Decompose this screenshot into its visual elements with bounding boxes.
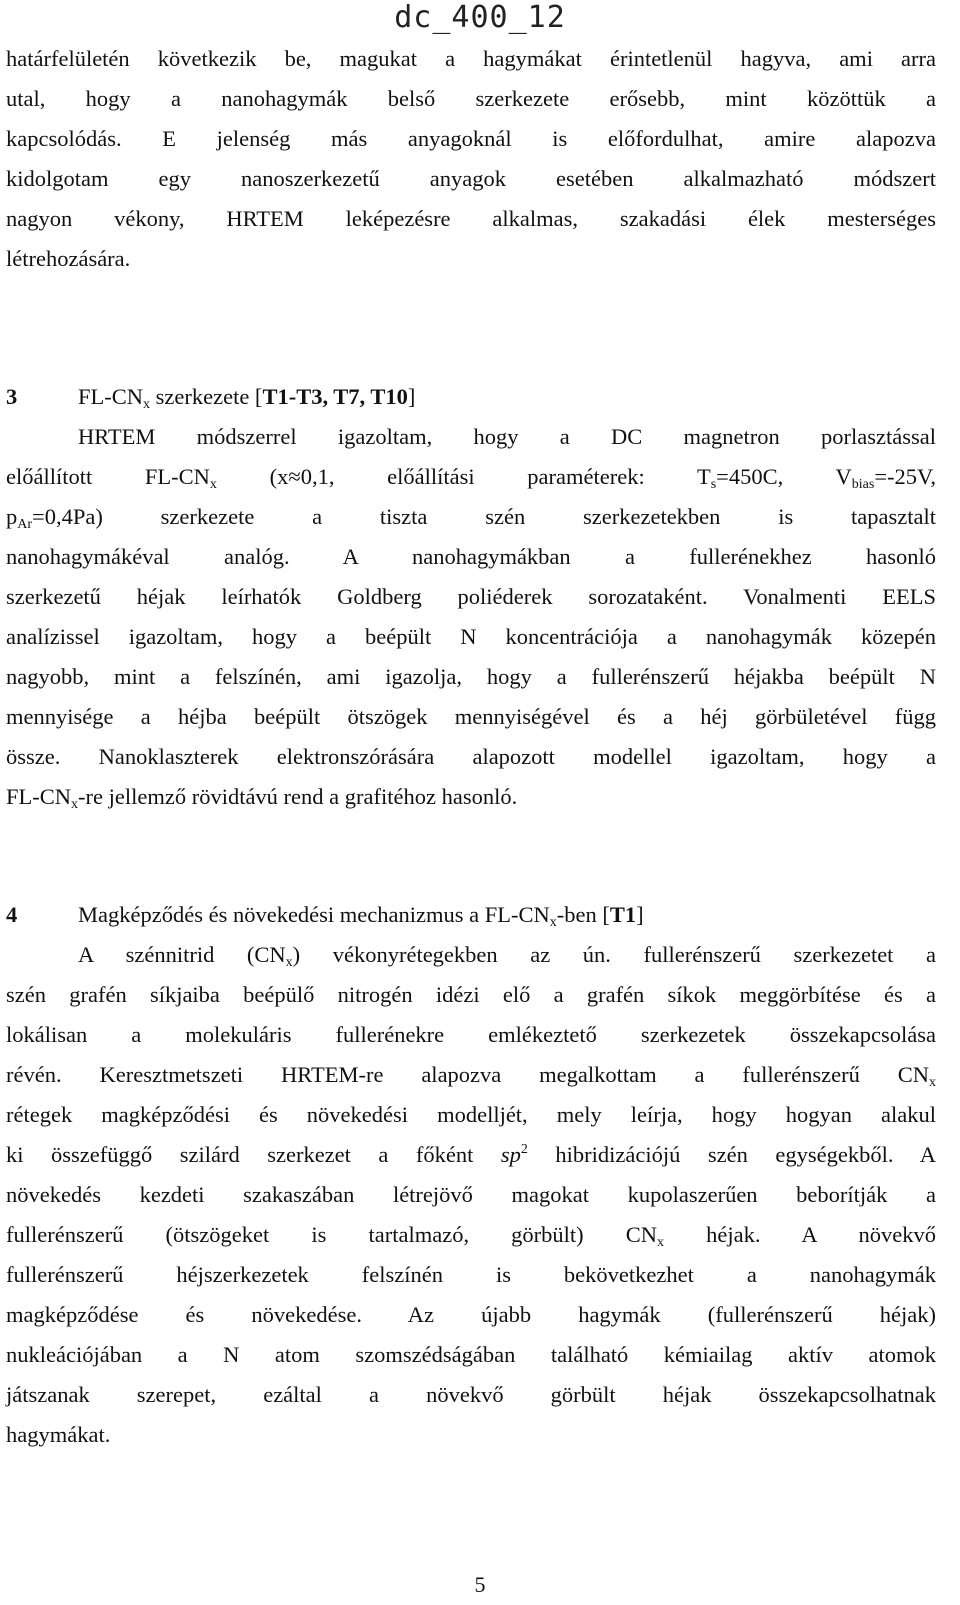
- text-run: (x≈0,1, előállítási paraméterek: T: [216, 464, 711, 489]
- subscript: Ar: [17, 517, 33, 532]
- text-line: analízissel igazoltam, hogy a beépült N koncentrációja a nanohagymák közepén: [6, 624, 936, 649]
- page-number: 5: [474, 1572, 486, 1597]
- heading-text: FL-CN: [78, 384, 144, 409]
- heading-text: Magképződés és növekedési mechanizmus a FL-CN: [78, 902, 550, 927]
- text-line: nagyon vékony, HRTEM leképezésre alkalmas, szakadási élek mesterséges: [6, 206, 936, 231]
- text-run: hibridizációjú szén egységekből. A: [527, 1142, 936, 1167]
- superscript: 2: [520, 1142, 528, 1157]
- section-heading: [6, 377, 936, 417]
- text-line: lokálisan a molekuláris fullerénekre emlékeztető szerkezetek összekapcsolása: [6, 1022, 936, 1047]
- heading-text: ]: [636, 902, 644, 927]
- text-run: fullerénszerű (ötszögeket is tartalmazó, görbült) CN: [6, 1222, 658, 1247]
- text-run: előállított FL-CN: [6, 464, 210, 489]
- text-line: össze. Nanoklaszterek elektronszórására alapozott modellel igazoltam, hogy a: [6, 744, 936, 769]
- text-line: utal, hogy a nanohagymák belső szerkezete erősebb, mint közöttük a: [6, 86, 936, 111]
- text-line: nagyobb, mint a felszínén, ami igazolja, hogy a fullerénszerű héjakba beépült N: [6, 664, 936, 689]
- text-line: magképződése és növekedése. Az újabb hagymák (fullerénszerű héjak): [6, 1302, 936, 1327]
- heading-text: szerkezete [: [150, 384, 263, 409]
- section-number: 4: [6, 902, 18, 927]
- text-line: [6, 935, 936, 975]
- text-line: játszanak szerepet, ezáltal a növekvő görbült héjak összekapcsolhatnak: [6, 1382, 936, 1407]
- text-run: -re jellemző rövidtávú rend a grafitéhoz hasonló.: [78, 784, 518, 809]
- text-line: mennyisége a héjba beépült ötszögek mennyiségével és a héj görbületével függ: [6, 704, 936, 729]
- text-line: szerkezetű héjak leírhatók Goldberg poliéderek sorozataként. Vonalmenti EELS: [6, 584, 936, 609]
- text-line: HRTEM módszerrel igazoltam, hogy a DC magnetron porlasztással: [78, 424, 936, 449]
- text-line: hagymákat.: [6, 1422, 111, 1447]
- text-line: [6, 1135, 936, 1175]
- text-run: =450C, V: [716, 464, 852, 489]
- text-run: =-25V,: [874, 464, 936, 489]
- text-run: ki összefüggő szilárd szerkezet a főként: [6, 1142, 501, 1167]
- heading-text: ]: [407, 384, 416, 409]
- text-run: =0,4Pa) szerkezete a tiszta szén szerkezetekben is tapasztalt: [32, 504, 936, 529]
- text-line: növekedés kezdeti szakaszában létrejövő magokat kupolaszerűen beborítják a: [6, 1182, 936, 1207]
- reference-list: T1: [609, 902, 637, 927]
- subscript: x: [929, 1075, 936, 1090]
- text-run: A szénnitrid (CN: [78, 942, 286, 967]
- section-heading: [6, 895, 936, 935]
- text-run: révén. Keresztmetszeti HRTEM-re alapozva megalkottam a fullerénszerű CN: [6, 1062, 929, 1087]
- heading-text: -ben [: [556, 902, 610, 927]
- text-line: szén grafén síkjaiba beépülő nitrogén idézi elő a grafén síkok meggörbítése és a: [6, 982, 936, 1007]
- subscript: x: [657, 1235, 665, 1250]
- text-run: p: [6, 504, 18, 529]
- intro-paragraph: [6, 39, 936, 279]
- text-run: héjak. A növekvő: [664, 1222, 936, 1247]
- text-line: rétegek magképződési és növekedési modelljét, mely leírja, hogy hogyan alakul: [6, 1102, 936, 1127]
- text-run: FL-CN: [6, 784, 72, 809]
- text-line: [6, 1215, 936, 1255]
- text-line: [6, 497, 936, 537]
- subscript: x: [143, 397, 151, 412]
- italic-term: sp: [500, 1142, 521, 1167]
- text-line: fullerénszerű héjszerkezetek felszínén is bekövetkezhet a nanohagymák: [6, 1262, 936, 1287]
- subscript: x: [549, 915, 557, 930]
- subscript: bias: [851, 477, 875, 492]
- subscript: x: [209, 477, 217, 492]
- text-line: létrehozására.: [6, 246, 131, 271]
- section-3: [6, 377, 936, 817]
- text-line: határfelületén következik be, magukat a hagymákat érintetlenül hagyva, ami arra: [6, 46, 936, 71]
- text-line: kapcsolódás. E jelenség más anyagoknál is előfordulhat, amire alapozva: [6, 126, 936, 151]
- text-line: kidolgotam egy nanoszerkezetű anyagok esetében alkalmazható módszert: [6, 166, 936, 191]
- text-line: [6, 777, 936, 817]
- text-line: [6, 457, 936, 497]
- subscript: s: [710, 477, 717, 492]
- document-id-header: dc_400_12: [394, 0, 566, 35]
- subscript: x: [285, 955, 293, 970]
- text-run: ) vékonyrétegekben az ún. fullerénszerű szerkezetet a: [292, 942, 937, 967]
- subscript: x: [71, 797, 79, 812]
- text-line: nanohagymákéval analóg. A nanohagymákban a fullerénekhez hasonló: [6, 544, 936, 569]
- section-4: [6, 895, 936, 1455]
- reference-list: T1-T3, T7, T10: [262, 384, 408, 409]
- text-line: nukleációjában a N atom szomszédságában található kémiailag aktív atomok: [6, 1342, 936, 1367]
- section-number: 3: [6, 384, 18, 409]
- text-line: [6, 1055, 936, 1095]
